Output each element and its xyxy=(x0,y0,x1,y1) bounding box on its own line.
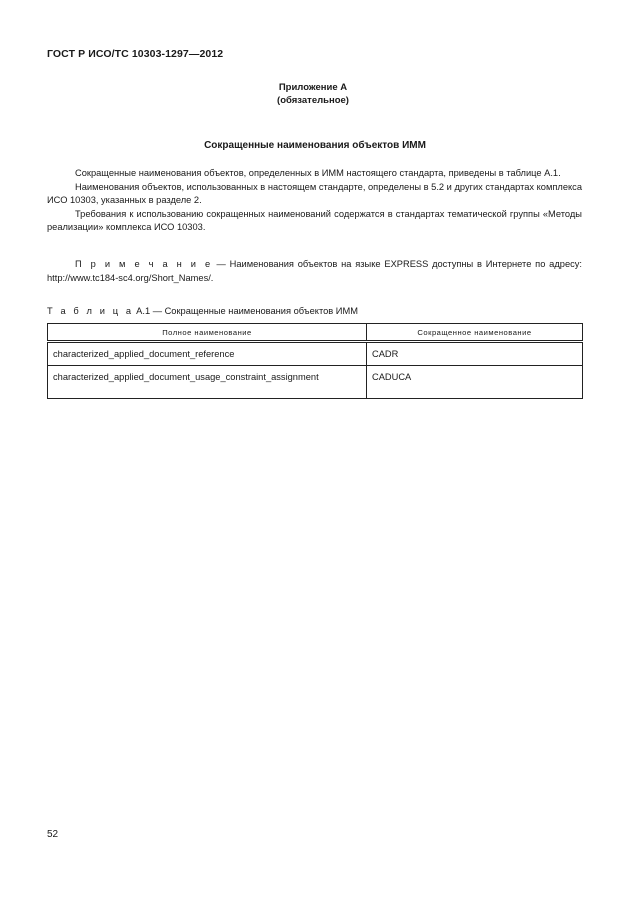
annex-title: Приложение А xyxy=(278,82,348,93)
page-number: 52 xyxy=(47,829,59,840)
table-caption xyxy=(47,306,358,316)
intro-paragraphs xyxy=(47,167,582,235)
note-label: П р и м е ч а н и е xyxy=(75,259,213,269)
annex-status: (обязательное) xyxy=(277,95,349,106)
column-header-full-name: Полное наименование xyxy=(48,324,367,342)
table-row xyxy=(48,342,583,366)
table-caption-text: А.1 — Сокращенные наименования объектов ИММ xyxy=(133,306,358,316)
annex-heading xyxy=(238,81,388,107)
note-text: — Наименования объектов на языке EXPRESS доступны в Интернете по адресу: http://www.tc184-sc4.org/Short_Names/. xyxy=(47,259,582,283)
paragraph: Сокращенные наименования объектов, определенных в ИММ настоящего стандарта, приведены в таблице А.1. xyxy=(75,168,561,178)
short-name-cell: CADR xyxy=(367,342,583,366)
standard-code: ГОСТ Р ИСО/ТС 10303-1297—2012 xyxy=(47,48,224,60)
note xyxy=(47,258,582,285)
section-title: Сокращенные наименования объектов ИММ xyxy=(204,140,426,151)
full-name-cell: characterized_applied_document_usage_constraint_assignment xyxy=(48,366,367,399)
table-caption-label: Т а б л и ц а xyxy=(47,306,134,316)
column-header-short-name: Сокращенное наименование xyxy=(367,324,583,342)
table-row xyxy=(48,366,583,399)
paragraph: Наименования объектов, использованных в настоящем стандарте, определены в 5.2 и других стандартах комплекса ИСО 10303, указанных в разделе 2. xyxy=(47,181,582,206)
table-header-row xyxy=(48,324,583,342)
abbreviations-table xyxy=(47,323,583,399)
full-name-cell: characterized_applied_document_reference xyxy=(48,342,367,366)
paragraph: Требования к использованию сокращенных наименований содержатся в стандартах тематической группы «Методы реализации» комплекса ИСО 10303. xyxy=(47,208,582,233)
short-name-cell: CADUCA xyxy=(367,366,583,399)
